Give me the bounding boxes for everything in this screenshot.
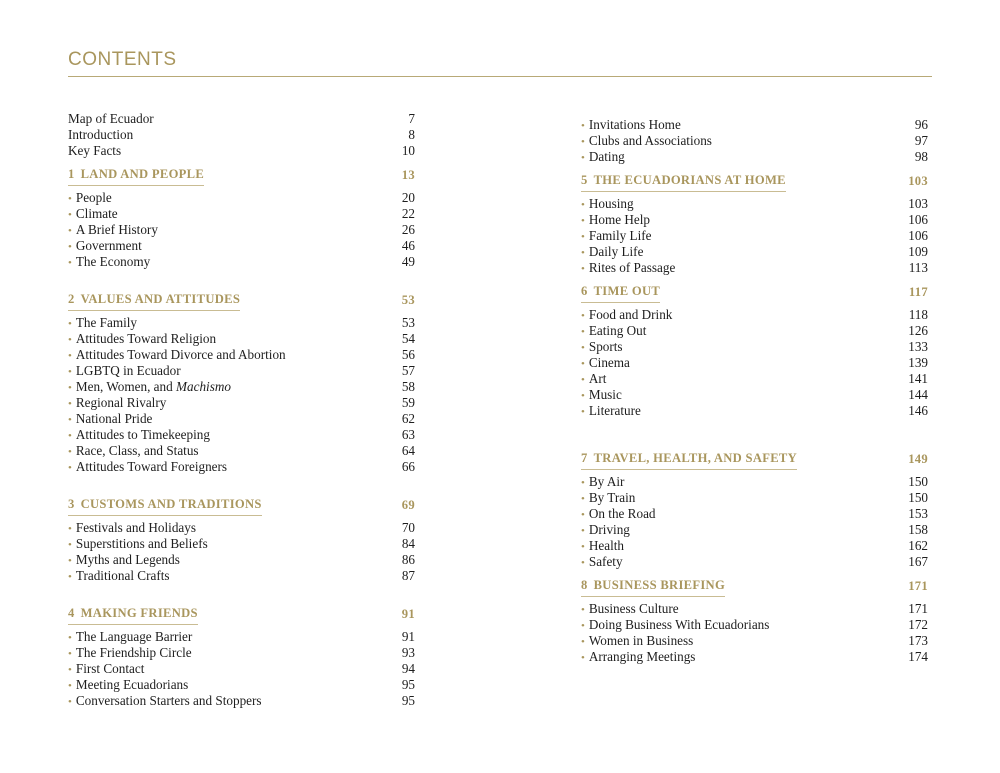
toc-entry[interactable]: [68, 645, 415, 661]
toc-entry[interactable]: [68, 363, 415, 379]
toc-page-number: 106: [908, 212, 928, 227]
toc-entry-label: • Business Culture: [581, 601, 679, 618]
toc-entry-label: • The Economy: [68, 254, 150, 271]
toc-entry-label: • Art: [581, 371, 606, 388]
toc-entry-label: • Climate: [68, 206, 118, 223]
toc-page-number: 86: [401, 552, 415, 567]
toc-entry-label: • Literature: [581, 403, 641, 420]
toc-entry[interactable]: [581, 387, 928, 403]
toc-entry[interactable]: [68, 190, 415, 206]
toc-page-number: 64: [401, 443, 415, 458]
toc-entry[interactable]: [581, 617, 928, 633]
toc-page-number: 158: [908, 522, 928, 537]
toc-page-number: 113: [908, 260, 928, 275]
toc-page-number: 22: [401, 206, 415, 221]
chapter-heading[interactable]: [68, 497, 415, 516]
chapter-heading[interactable]: [581, 578, 928, 597]
toc-entry[interactable]: [68, 315, 415, 331]
chapter-title: TRAVEL, HEALTH, AND SAFETY: [593, 451, 798, 465]
toc-entry-label: • The Family: [68, 315, 137, 332]
toc-entry[interactable]: [581, 323, 928, 339]
toc-entry[interactable]: [68, 677, 415, 693]
toc-entry[interactable]: [68, 331, 415, 347]
toc-entry[interactable]: [581, 117, 928, 133]
toc-entry[interactable]: [581, 538, 928, 554]
toc-entry-label: • Housing: [581, 196, 634, 213]
toc-entry[interactable]: [581, 355, 928, 371]
toc-page-number: 62: [401, 411, 415, 426]
toc-entry-label: • Festivals and Holidays: [68, 520, 196, 537]
toc-entry[interactable]: [581, 403, 928, 419]
chapter-page-number: 103: [908, 174, 928, 188]
toc-entry[interactable]: [581, 506, 928, 522]
toc-entry[interactable]: [68, 459, 415, 475]
chapter-number: 7: [581, 451, 588, 465]
toc-entry[interactable]: [581, 474, 928, 490]
toc-entry[interactable]: [581, 260, 928, 276]
toc-entry-label: • Attitudes Toward Foreigners: [68, 459, 227, 476]
toc-entry[interactable]: [581, 522, 928, 538]
toc-entry-label: • Conversation Starters and Stoppers: [68, 693, 262, 710]
toc-entry-label: • Rites of Passage: [581, 260, 675, 277]
toc-page-number: 171: [908, 601, 928, 616]
toc-entry[interactable]: [68, 427, 415, 443]
toc-entry[interactable]: [581, 196, 928, 212]
toc-entry[interactable]: [581, 244, 928, 260]
chapter-heading[interactable]: [68, 292, 415, 311]
toc-page-number: 141: [908, 371, 928, 386]
toc-entry-label: • Attitudes Toward Divorce and Abortion: [68, 347, 286, 364]
toc-entry[interactable]: [68, 254, 415, 270]
chapter-heading[interactable]: [581, 451, 928, 470]
chapter-number: 2: [68, 292, 75, 306]
toc-entry-label: • Home Help: [581, 212, 650, 229]
toc-entry-label: • Race, Class, and Status: [68, 443, 199, 460]
toc-entry-label: Map of Ecuador: [68, 111, 154, 126]
toc-entry-label: • The Language Barrier: [68, 629, 192, 646]
toc-page-number: 172: [908, 617, 928, 632]
toc-entry[interactable]: [581, 554, 928, 570]
toc-page-number: 70: [401, 520, 415, 535]
toc-page-number: 126: [908, 323, 928, 338]
toc-page-number: 98: [914, 149, 928, 164]
toc-page-number: 54: [401, 331, 415, 346]
toc-page-number: 57: [401, 363, 415, 378]
chapter-title: MAKING FRIENDS: [80, 606, 198, 620]
toc-entry[interactable]: [581, 228, 928, 244]
toc-page-number: 53: [401, 315, 415, 330]
chapter-number: 4: [68, 606, 75, 620]
toc-entry[interactable]: [68, 661, 415, 677]
toc-entry[interactable]: [68, 143, 415, 159]
chapter-number: 8: [581, 578, 588, 592]
toc-entry[interactable]: [581, 339, 928, 355]
toc-entry-label: Introduction: [68, 127, 134, 142]
toc-entry[interactable]: [68, 693, 415, 709]
chapter-heading[interactable]: [68, 606, 415, 625]
toc-entry-label: • Safety: [581, 554, 623, 571]
toc-entry-label: • Myths and Legends: [68, 552, 180, 569]
toc-page-number: 173: [908, 633, 928, 648]
toc-page-number: 150: [908, 474, 928, 489]
toc-entry-label: • Driving: [581, 522, 630, 539]
chapter-number: 5: [581, 173, 588, 187]
toc-entry-label: • By Train: [581, 490, 635, 507]
chapter-title: CUSTOMS AND TRADITIONS: [80, 497, 262, 511]
toc-entry[interactable]: [68, 222, 415, 238]
toc-page-number: 10: [401, 143, 415, 158]
title-divider: [68, 76, 932, 77]
toc-entry[interactable]: [68, 536, 415, 552]
toc-entry-label: • Traditional Crafts: [68, 568, 170, 585]
toc-right-column: [581, 117, 928, 665]
toc-entry-label: • Clubs and Associations: [581, 133, 712, 150]
toc-page-number: 49: [401, 254, 415, 269]
chapter-number: 1: [68, 167, 75, 181]
toc-page-number: 95: [401, 677, 415, 692]
toc-entry-label: • Attitudes to Timekeeping: [68, 427, 210, 444]
toc-entry[interactable]: [68, 238, 415, 254]
toc-page-number: 93: [401, 645, 415, 660]
toc-entry-label: • Dating: [581, 149, 625, 166]
chapter-title: BUSINESS BRIEFING: [593, 578, 726, 592]
toc-entry-label: • Sports: [581, 339, 623, 356]
toc-entry[interactable]: [581, 371, 928, 387]
toc-left-column: [68, 111, 415, 709]
toc-entry[interactable]: [581, 601, 928, 617]
toc-entry-label: • Meeting Ecuadorians: [68, 677, 188, 694]
toc-page-number: 109: [908, 244, 928, 259]
toc-entry-label: • Attitudes Toward Religion: [68, 331, 216, 348]
toc-page-number: 91: [401, 629, 415, 644]
toc-entry[interactable]: [581, 307, 928, 323]
toc-entry-label: • Food and Drink: [581, 307, 672, 324]
toc-page-number: 162: [908, 538, 928, 553]
chapter-page-number: 171: [908, 579, 928, 593]
toc-page-number: 8: [408, 127, 415, 142]
toc-page-number: 144: [908, 387, 928, 402]
toc-entry[interactable]: [581, 633, 928, 649]
toc-entry[interactable]: [68, 206, 415, 222]
toc-entry[interactable]: [68, 395, 415, 411]
chapter-page-number: 117: [908, 285, 928, 299]
toc-entry[interactable]: [68, 111, 415, 127]
toc-entry-label: • A Brief History: [68, 222, 158, 239]
toc-entry[interactable]: [68, 347, 415, 363]
chapter-number: 6: [581, 284, 588, 298]
toc-entry-label: • On the Road: [581, 506, 656, 523]
toc-page-number: 59: [401, 395, 415, 410]
toc-page-number: 97: [914, 133, 928, 148]
toc-page-number: 103: [908, 196, 928, 211]
toc-page-number: 84: [401, 536, 415, 551]
chapter-heading[interactable]: [68, 167, 415, 186]
toc-page-number: 63: [401, 427, 415, 442]
toc-page-number: 146: [908, 403, 928, 418]
toc-entry-label: • First Contact: [68, 661, 144, 678]
toc-page-number: 46: [401, 238, 415, 253]
toc-entry-label: Key Facts: [68, 143, 122, 158]
toc-entry[interactable]: [581, 649, 928, 665]
toc-entry-label: • By Air: [581, 474, 624, 491]
toc-page-number: 66: [401, 459, 415, 474]
chapter-page-number: 69: [401, 498, 415, 512]
toc-entry-label: • The Friendship Circle: [68, 645, 192, 662]
toc-entry-label: • Music: [581, 387, 622, 404]
toc-page-number: 153: [908, 506, 928, 521]
chapter-title: TIME OUT: [593, 284, 661, 298]
toc-entry[interactable]: [581, 212, 928, 228]
toc-entry-label: • Superstitions and Beliefs: [68, 536, 208, 553]
toc-entry[interactable]: [68, 127, 415, 143]
chapter-title: THE ECUADORIANS AT HOME: [593, 173, 786, 187]
toc-entry-label: • LGBTQ in Ecuador: [68, 363, 181, 380]
toc-page-number: 20: [401, 190, 415, 205]
toc-page-number: 96: [914, 117, 928, 132]
chapter-number: 3: [68, 497, 75, 511]
chapter-page-number: 13: [401, 168, 415, 182]
toc-page-number: 7: [408, 111, 415, 126]
toc-page-number: 106: [908, 228, 928, 243]
toc-entry[interactable]: [68, 443, 415, 459]
toc-entry[interactable]: [68, 552, 415, 568]
toc-page-number: 174: [908, 649, 928, 664]
toc-entry[interactable]: [581, 133, 928, 149]
toc-entry-label: • Cinema: [581, 355, 630, 372]
toc-entry-label: • Health: [581, 538, 624, 555]
toc-page-number: 133: [908, 339, 928, 354]
toc-entry[interactable]: [68, 411, 415, 427]
toc-page-number: 94: [401, 661, 415, 676]
toc-entry-label: • Regional Rivalry: [68, 395, 166, 412]
toc-entry[interactable]: [68, 568, 415, 584]
toc-entry-label: • Government: [68, 238, 142, 255]
toc-entry[interactable]: [68, 379, 415, 395]
toc-entry[interactable]: [581, 490, 928, 506]
toc-page-number: 167: [908, 554, 928, 569]
toc-entry[interactable]: [68, 520, 415, 536]
chapter-heading[interactable]: [581, 284, 928, 303]
toc-page-number: 95: [401, 693, 415, 708]
toc-entry-label: • Invitations Home: [581, 117, 681, 134]
toc-entry-label: • Daily Life: [581, 244, 643, 261]
toc-entry-label: • National Pride: [68, 411, 152, 428]
chapter-page-number: 53: [401, 293, 415, 307]
chapter-page-number: 149: [908, 452, 928, 466]
toc-entry[interactable]: [68, 629, 415, 645]
toc-page-number: 56: [401, 347, 415, 362]
toc-entry-label: • Family Life: [581, 228, 652, 245]
toc-page-number: 87: [401, 568, 415, 583]
toc-entry[interactable]: [581, 149, 928, 165]
toc-entry-label: • People: [68, 190, 112, 207]
toc-page-number: 150: [908, 490, 928, 505]
chapter-title: LAND AND PEOPLE: [80, 167, 205, 181]
chapter-page-number: 91: [401, 607, 415, 621]
toc-page-number: 118: [908, 307, 928, 322]
toc-page-number: 58: [401, 379, 415, 394]
toc-entry-label: • Doing Business With Ecuadorians: [581, 617, 769, 634]
toc-entry-label: • Eating Out: [581, 323, 646, 340]
toc-entry-label: • Arranging Meetings: [581, 649, 695, 666]
page-title: CONTENTS: [68, 49, 177, 70]
toc-page-number: 139: [908, 355, 928, 370]
emphasis-text: Machismo: [176, 379, 231, 394]
chapter-heading[interactable]: [581, 173, 928, 192]
toc-page-number: 26: [401, 222, 415, 237]
toc-entry-label: • Men, Women, and Machismo: [68, 379, 231, 396]
toc-entry-label: • Women in Business: [581, 633, 693, 650]
chapter-title: VALUES AND ATTITUDES: [80, 292, 241, 306]
